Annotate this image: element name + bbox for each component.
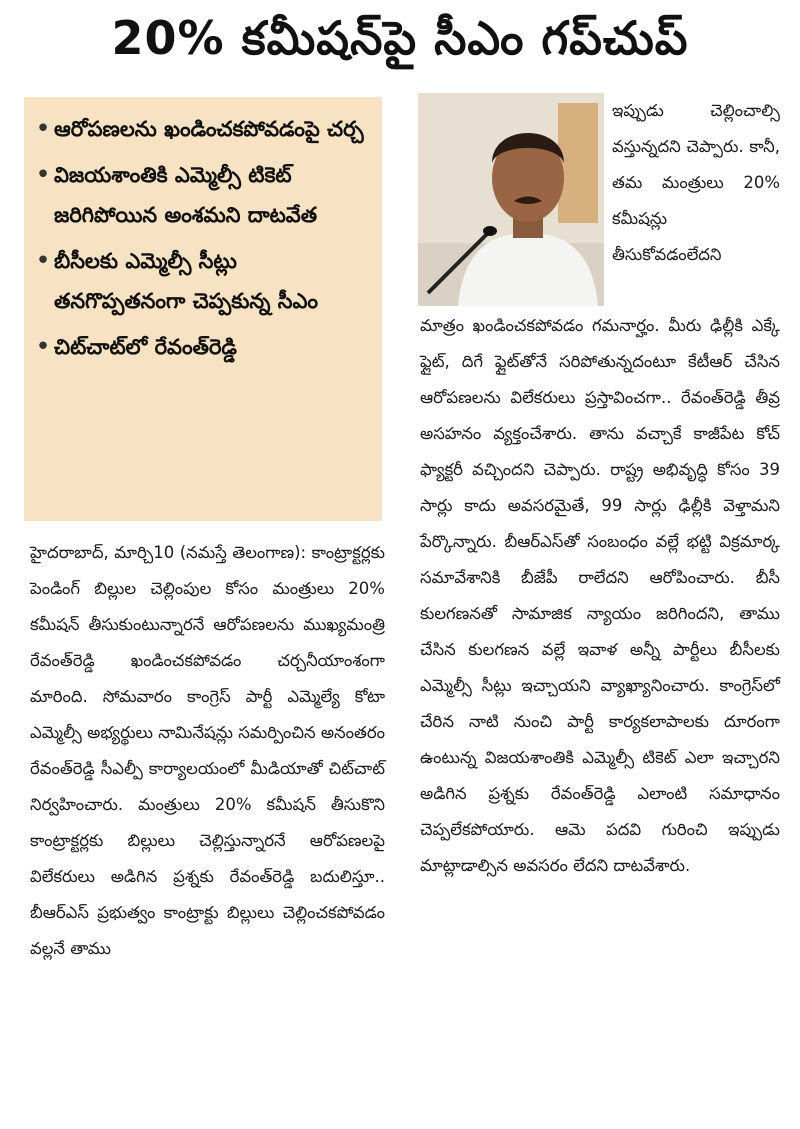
bullet-icon: •: [35, 332, 51, 362]
highlight-item: [32, 241, 372, 321]
bullet-icon: •: [35, 160, 51, 190]
highlights-box: [24, 97, 382, 521]
highlight-text: ఆరోపణలను ఖండించకపోవడంపై చర్చ: [54, 117, 364, 141]
highlight-text: బీసీలకు ఎమ్మెల్సీ సీట్లు తనగొప్పతనంగా చెప్పకున్న సీఎం: [54, 249, 319, 313]
highlight-item: [32, 327, 372, 367]
highlight-text: విజయశాంతికి ఎమ్మెల్సీ టికెట్ జరిగిపోయిన అంశమని దాటవేత: [54, 163, 318, 227]
highlight-text: చిట్‌చాట్‌లో రేవంత్‌రెడ్డి: [54, 335, 237, 359]
person-with-microphone-icon: [418, 93, 604, 306]
headline: 20% కమీషన్‌పై సీఎం గప్‌చుప్: [111, 11, 689, 65]
article-right-column: మాత్రం ఖండించకపోవడం గమనార్హం. మీరు ఢిల్లీకి ఎక్కే ఫ్లైట్, దిగే ఫ్లైట్‌తోనే సరిపోతున్నదంటూ కేటీఆర్ చేసిన ఆరోపణలను విలేకరులు ప్రస్తావించగా.. రేవంత్‌రెడ్డి తీవ్ర అసహనం వ్యక్తంచేశారు. తాను వచ్చాకే కాజీపేట కోచ్ ఫ్యాక్టరీ వచ్చిందని చెప్పారు. రాష్ట్ర అభివృద్ధి కోసం 39 సార్లు కాదు అవసరమైతే, 99 సార్లు ఢిల్లీకి వెళ్తామని పేర్కొన్నారు. బీఆర్‌ఎస్‌తో సంబంధం వల్లే భట్టి విక్రమార్క సమావేశానికి బీజేపీ రాలేదని ఆరోపించారు. బీసీ కులగణనతో సామాజిక న్యాయం జరిగిందని, తాము చేసిన కులగణన వల్లే ఇవాళ అన్నీ పార్టీలు బీసీలకు ఎమ్మెల్సీ సీట్లు ఇచ్చాయని వ్యాఖ్యానించారు. కాంగ్రెస్‌లో చేరిన నాటి నుంచి పార్టీ కార్యకలాపాలకు దూరంగా ఉంటున్న విజయశాంతికి ఎమ్మెల్సీ టికెట్ ఎలా ఇచ్చారని అడిగిన ప్రశ్నకు రేవంత్‌రెడ్డి ఎలాంటి సమాధానం చెప్పలేకపోయారు. ఆమె పదవి గురించి ఇప్పుడు మాట్లాడాల్సిన అవసరం లేదని దాటవేశారు.: [420, 316, 780, 875]
bullet-icon: •: [35, 114, 51, 144]
highlight-item: [32, 155, 372, 235]
bullet-icon: •: [35, 246, 51, 276]
article-right-top: ఇప్పుడు చెల్లించాల్సి వస్తున్నదని చెప్పారు. కానీ, తమ మంత్రులు 20% కమీషన్లు తీసుకోవడంలేదని: [612, 101, 780, 264]
speaker-photo: [418, 93, 604, 306]
article-left-column: హైదరాబాద్, మార్చి10 (నమస్తే తెలంగాణ): కాంట్రాక్టర్లకు పెండింగ్ బిల్లుల చెల్లింపుల కోసం మంత్రులు 20% కమీషన్ తీసుకుంటున్నారనే ఆరోపణలను ముఖ్యమంత్రి రేవంత్‌రెడ్డి ఖండించకపోవడం చర్చనీయాంశంగా మారింది. సోమవారం కాంగ్రెస్ పార్టీ ఎమ్మెల్యే కోటా ఎమ్మెల్సీ అభ్యర్థులు నామినేషన్లు సమర్పించిన అనంతరం రేవంత్‌రెడ్డి సీఎల్పీ కార్యాలయంలో మీడియాతో చిట్‌చాట్ నిర్వహించారు. మంత్రులు 20% కమీషన్ తీసుకొని కాంట్రాక్టర్లకు బిల్లులు చెల్లిస్తున్నారనే ఆరోపణలపై విలేకరులు అడిగిన ప్రశ్నకు రేవంత్‌రెడ్డి బదులిస్తూ.. బీఆర్‌ఎస్ ప్రభుత్వం కాంట్రాక్టు బిల్లులు చెల్లించకపోవడం వల్లనే తాము: [30, 543, 385, 958]
highlight-item: [32, 109, 372, 149]
